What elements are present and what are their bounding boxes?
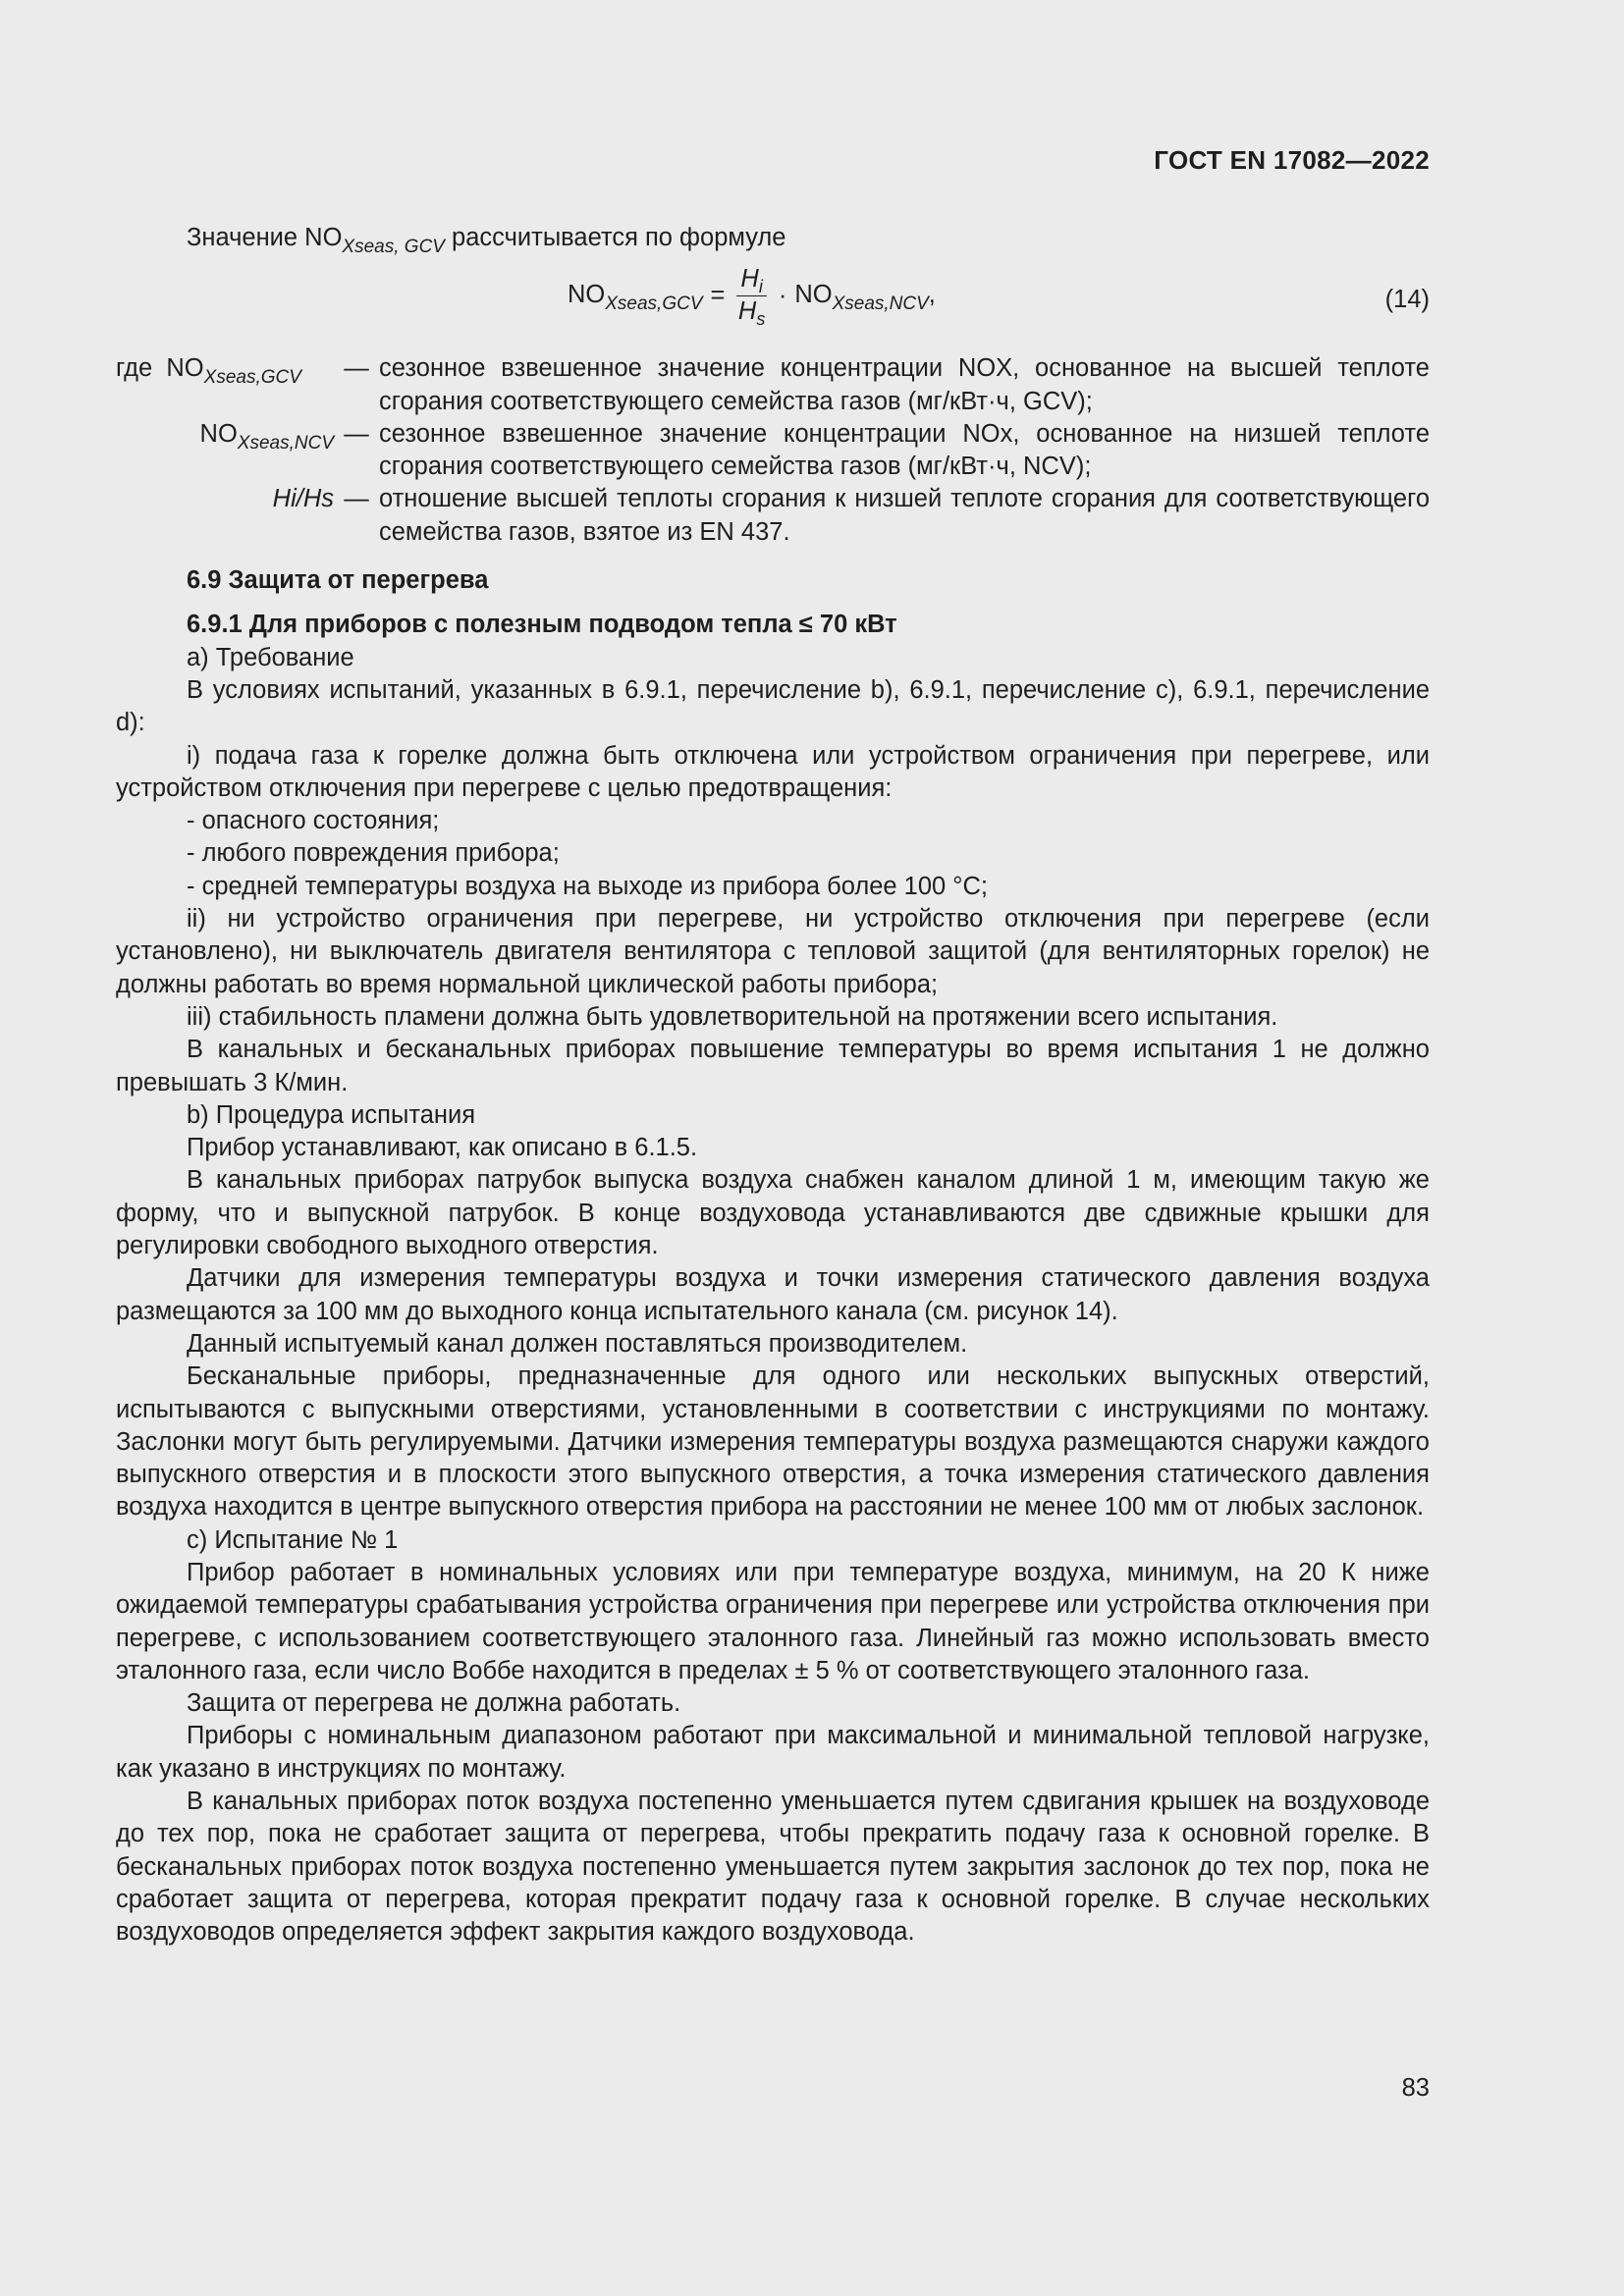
section-body <box>116 642 1430 1949</box>
list-item: - средней температуры воздуха на выходе из прибора более 100 °С; <box>187 872 988 900</box>
list-item: - любого повреждения прибора; <box>187 839 560 868</box>
paragraph: Прибор работает в номинальных условиях или при температуре воздуха, минимум, на 20 К ниже ожидаемой температуры срабатывания устройства ограничения при перегреве или устройства отключения при перегреве, с использованием соответствующего эталонного газа. Линейный газ можно использовать вместо эталонного газа, если число Воббе находится в пределах ± 5 % от соответствующего эталонного газа. <box>116 1558 1430 1684</box>
definition-item: $NO_{Xseas,NCV}$ — сезонное взвешенное значение концентрации NOx, основанное на низшей теплоте сгорания соответствующего семейства газов (мг/кВт·ч, NCV); <box>199 419 1430 481</box>
paragraph: i) подача газа к горелке должна быть отключена или устройством ограничения при перегреве, или устройством отключения при перегреве с целью предотвращения: <box>116 741 1430 802</box>
page-number: 83 <box>1401 2074 1430 2102</box>
formula-14 <box>116 258 1430 347</box>
paragraph: Данный испытуемый канал должен поставляться производителем. <box>187 1329 968 1358</box>
paragraph: В канальных приборах поток воздуха постепенно уменьшается путем сдвигания крышек на воздуховоде до тех пор, пока не сработает защита от перегрева, чтобы прекратить подачу газа к основной горелке. В бесканальных приборах поток воздуха постепенно уменьшается путем закрытия заслонок до тех пор, пока не сработает защита от перегрева, которая прекратит подачу газа к основной горелке. В случае нескольких воздуховодов определяется эффект закрытия каждого воздуховода. <box>116 1788 1430 1947</box>
paragraph: b) Процедура испытания <box>187 1100 476 1129</box>
paragraph: Прибор устанавливают, как описано в 6.1.5. <box>187 1134 698 1162</box>
definition-item: где $NO_{Xseas,GCV}$ — сезонное взвешенное значение концентрации NOX, основанное на высшей теплоте сгорания соответствующего семейства газов (мг/кВт·ч, GCV); <box>116 354 1430 415</box>
page-content <box>116 222 1430 1949</box>
paragraph: c) Испытание № 1 <box>187 1525 399 1554</box>
paragraph: В условиях испытаний, указанных в 6.9.1, перечисление b), 6.9.1, перечисление c), 6.9.1, перечисление d): <box>116 675 1430 737</box>
definitions-list <box>116 352 1430 549</box>
paragraph: iii) стабильность пламени должна быть удовлетворительной на протяжении всего испытания. <box>187 1002 1278 1031</box>
document-header: ГОСТ EN 17082—2022 <box>1154 145 1430 175</box>
subsection-heading: 6.9.1 Для приборов с полезным подводом тепла ≤ 70 кВт <box>187 611 897 639</box>
list-item: - опасного состояния; <box>187 807 440 835</box>
paragraph: Датчики для измерения температуры воздуха и точки измерения статического давления воздуха размещаются за 100 мм до выходного конца испытательного канала (см. рисунок 14). <box>116 1264 1430 1325</box>
section-heading: 6.9 Защита от перегрева <box>187 566 489 595</box>
paragraph: ii) ни устройство ограничения при перегреве, ни устройство отключения при перегреве (если установлено), ни выключатель двигателя вентилятора с тепловой защитой (для вентиляторных горелок) не должны работать во время нормальной циклической работы прибора; <box>116 905 1430 998</box>
definition-item: Hi/Hs — отношение высшей теплоты сгорания к низшей теплоте сгорания для соответствующего семейства газов, взятое из EN 437. <box>272 485 1430 546</box>
paragraph: Бесканальные приборы, предназначенные для одного или нескольких выпускных отверстий, испытываются с выпускными отверстиями, установленными в соответствии с инструкциями по монтажу. Заслонки могут быть регулируемыми. Датчики измерения температуры воздуха размещаются снаружи каждого выпускного отверстия и в плоскости этого выпускного отверстия, а точка измерения статического давления воздуха находится в центре выпускного отверстия прибора на расстоянии не менее 100 мм от любых заслонок. <box>116 1362 1430 1522</box>
paragraph: В канальных и бесканальных приборах повышение температуры во время испытания 1 не должно превышать 3 К/мин. <box>116 1036 1430 1096</box>
paragraph: a) Требование <box>187 643 354 671</box>
formula-intro: Значение $NO_{Xseas, GCV}$ рассчитывается по формуле <box>187 224 786 257</box>
formula-expression: $NO_{Xseas,GCV}$ = $\frac{H_i}{H_s}$ · $NO_{Xseas,NCV}$, <box>568 265 936 330</box>
equation-number: (14) <box>1384 286 1430 314</box>
paragraph: Защита от перегрева не должна работать. <box>187 1689 681 1718</box>
paragraph: В канальных приборах патрубок выпуска воздуха снабжен каналом длиной 1 м, имеющим такую же форму, что и выпускной патрубок. В конце воздуховода устанавливаются две сдвижные крышки для регулировки свободного выходного отверстия. <box>116 1166 1430 1260</box>
formula-fraction: $\frac{H_i}{H_s}$ <box>737 265 766 330</box>
paragraph: Приборы с номинальным диапазоном работают при максимальной и минимальной тепловой нагрузке, как указано в инструкциях по монтажу. <box>116 1722 1430 1783</box>
